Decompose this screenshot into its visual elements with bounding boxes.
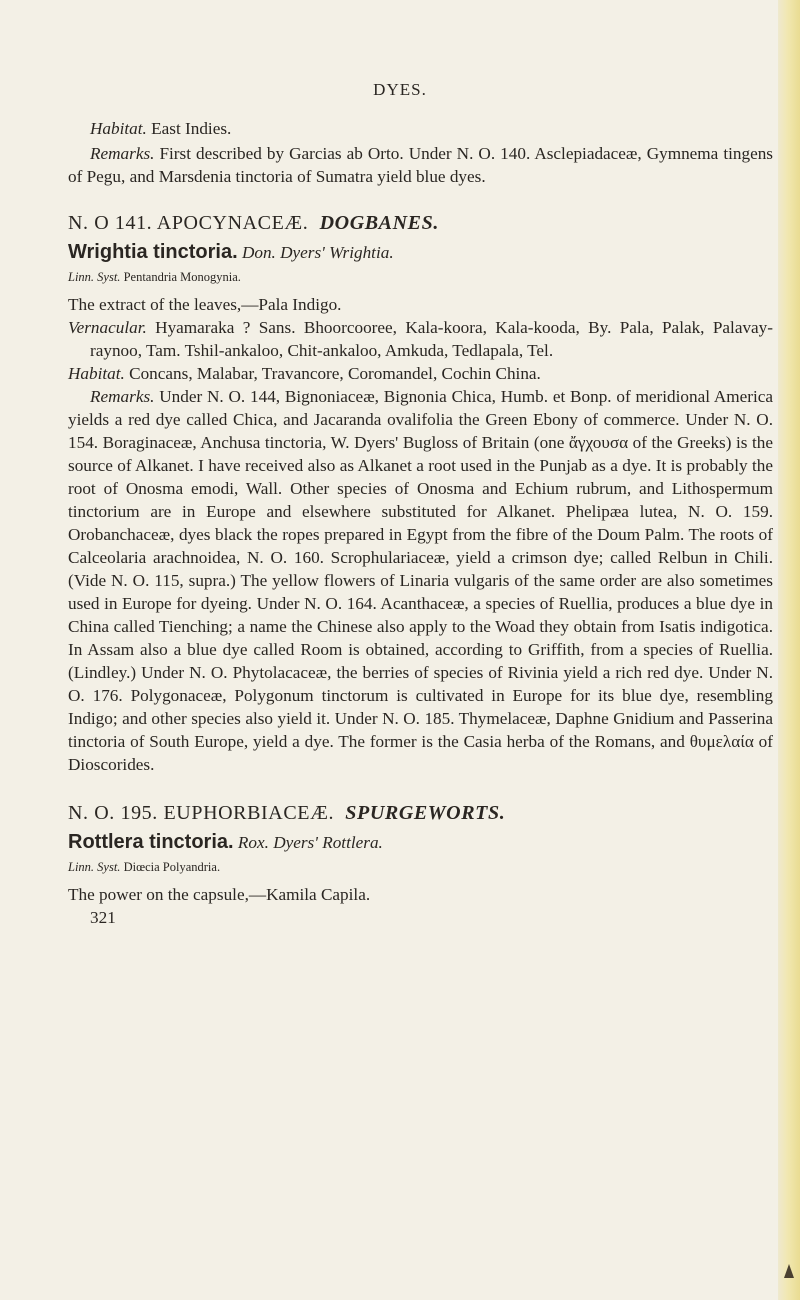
linn-text: Diœcia Polyandria.: [120, 860, 221, 874]
product-line: The extract of the leaves,—Pala Indigo.: [68, 295, 342, 314]
linnaean-system: [68, 856, 773, 879]
species-name: Rottlera tinctoria.: [68, 831, 234, 853]
habitat-text: East Indies.: [146, 119, 232, 138]
remarks-label: Remarks.: [90, 144, 155, 163]
vernacular-paragraph: [68, 316, 773, 362]
remarks-text: Under N. O. 144, Bignoniaceæ, Bignonia Chica, Humb. et Bonp. of meridional America yields a red dye called Chica, and Jacaranda ovalifolia the Green Ebony of commerce. Under N. O. 154. Boraginaceæ, Anchusa tinctoria, W. Dyers' Bugloss of Britain (one ἄγχουσα of the Greeks) is the source of Alkanet. I have received also as Alkanet a root used in the Punjab as a dye. It is probably the root of Onosma emodi, Wall. Other species of Onosma and Echium rubrum, and Lithospermum tinctorium are in Europe and elsewhere substituted for Alkanet. Phelipæa lutea, N. O. 159. Orobanchaceæ, dyes black the ropes prepared in Egypt from the fibre of the Doum Palm. The roots of Calceolaria arachnoidea, N. O. 160. Scrophulariaceæ, yield a crimson dye; called Relbun in Chili. (Vide N. O. 115, supra.) The yellow flowers of Linaria vulgaris of the same order are also sometimes used in Europe for dyeing. Under N. O. 164. Acanthaceæ, a species of Ruellia, produces a blue dye in China called Tienching; a name the Chinese also apply to the Woad they obtain from Isatis indigotica. In Assam also a blue dye called Room is obtained, according to Griffith, from a species of Ruellia. (Lindley.) Under N. O. Phytolacaceæ, the berries of species of Rivinia yield a rich red dye. Under N. O. 176. Polygonaceæ, Polygonum tinctorum is cultivated in Europe for its blue dye, resembling Indigo; and other species also yield it. Under N. O. 185. Thymelaceæ, Daphne Gnidium and Passerina tinctoria of South Europe, yield a dye. The former is the Casia herba of the Romans, and θυμελαία of Dioscorides.: [68, 387, 773, 774]
running-head: DYES.: [373, 80, 427, 99]
bookmark-ribbon-icon: [784, 1264, 794, 1278]
page-number: 321: [90, 908, 116, 927]
remarks-paragraph: [68, 385, 773, 776]
species-authority: Don. Dyers' Wrightia.: [237, 243, 394, 262]
remarks-text: First described by Garcias ab Orto. Under N. O. 140. Asclepiadaceæ, Gymnema tingens of Pegu, and Marsdenia tinctoria of Sumatra yield blue dyes.: [68, 144, 773, 186]
page-edge: [778, 0, 800, 1300]
vernacular-text: Hyamaraka ? Sans. Bhoorcooree, Kala-koora, Kala-kooda, By. Pala, Palak, Palavay-raynoo, Tam. Tshil-ankaloo, Chit-ankaloo, Amkuda, Tedlapala, Tel.: [90, 318, 773, 360]
linnaean-system: [68, 266, 773, 289]
habitat-text: Concans, Malabar, Travancore, Coromandel, Cochin China.: [124, 364, 541, 383]
linn-label: Linn. Syst.: [68, 860, 121, 874]
section-heading-apocynaceae: [68, 212, 773, 235]
species-name: Wrightia tinctoria.: [68, 241, 238, 263]
linn-label: Linn. Syst.: [68, 270, 121, 284]
linn-text: Pentandria Monogynia.: [120, 270, 241, 284]
habitat-paragraph: [68, 362, 773, 385]
species-heading: [68, 241, 773, 264]
species-heading: [68, 831, 773, 854]
remarks-paragraph: [68, 142, 773, 188]
order-title: N. O. 195. EUPHORBIACEÆ.: [68, 802, 335, 824]
species-authority: Rox. Dyers' Rottlera.: [233, 833, 383, 852]
common-name: DOGBANES.: [319, 212, 439, 234]
order-title: N. O 141. APOCYNACEÆ.: [68, 212, 309, 234]
common-name: SPURGEWORTS.: [345, 802, 506, 824]
habitat-label: Habitat.: [90, 119, 147, 138]
habitat-label: Habitat.: [68, 364, 125, 383]
text-column: [68, 117, 773, 929]
habitat-paragraph: [68, 117, 773, 140]
vernacular-label: Vernacular.: [68, 318, 147, 337]
product-line: The power on the capsule,—Kamila Capila.: [68, 885, 371, 904]
section-heading-euphorbiaceae: [68, 802, 773, 825]
remarks-label: Remarks.: [90, 387, 155, 406]
